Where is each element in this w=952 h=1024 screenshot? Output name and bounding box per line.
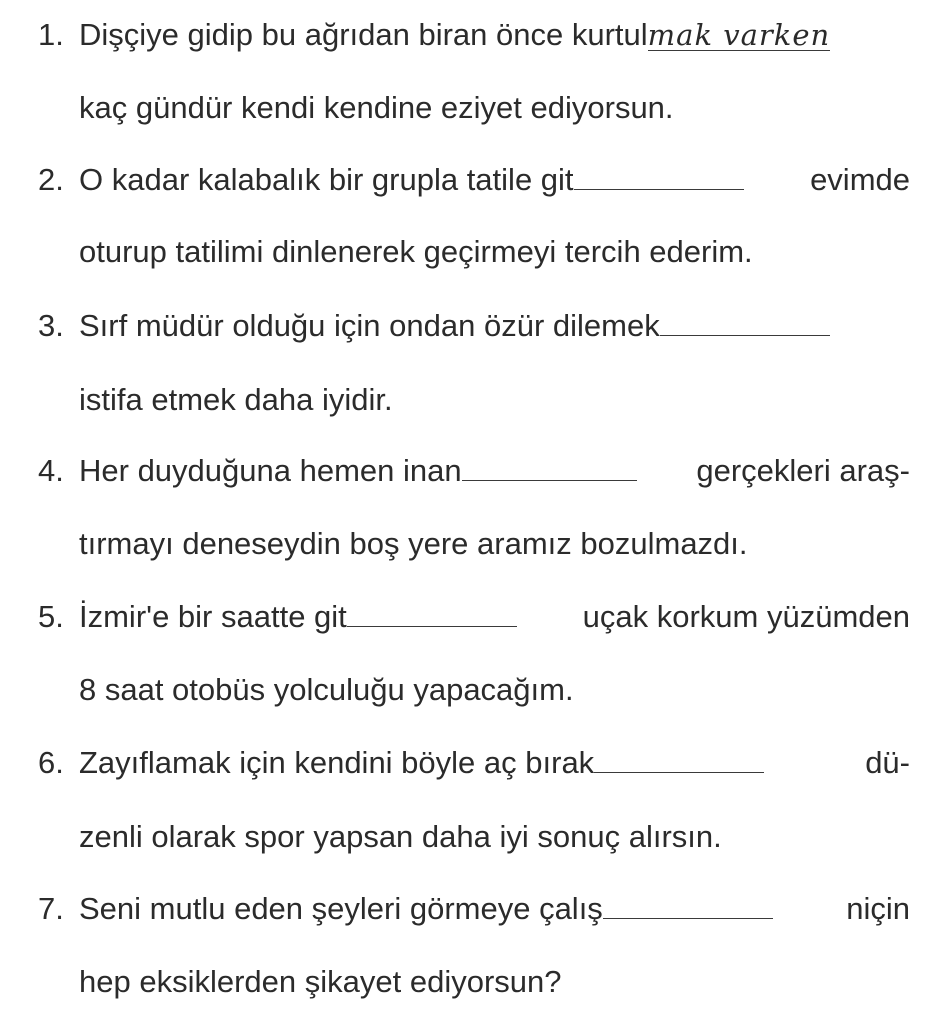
exercise-item-1-continuation: [79, 86, 909, 130]
exercise-item-4: [38, 449, 910, 493]
exercise-item-2: [38, 158, 910, 202]
item-text-before: Seni mutlu eden şeyleri görmeye çalış: [79, 891, 603, 926]
item-number: 3.: [38, 308, 64, 343]
item-text-before: Zayıflamak için kendini böyle aç bırak: [79, 745, 595, 780]
exercise-item-4-continuation: [79, 522, 909, 566]
answer-blank[interactable]: [347, 600, 517, 627]
item-text-after: evimde: [810, 162, 910, 197]
item-text-after: gerçekleri araş-: [696, 453, 910, 488]
exercise-item-6-continuation: [79, 815, 909, 859]
item-text-after: uçak korkum yüzümden: [582, 599, 910, 634]
item-number: 1.: [38, 17, 64, 52]
exercise-item-3: [38, 304, 910, 348]
item-text-continuation: zenli olarak spor yapsan daha iyi sonuç alırsın.: [79, 819, 722, 854]
item-text-after: niçin: [846, 891, 910, 926]
exercise-item-6: [38, 741, 910, 785]
exercise-item-2-continuation: [79, 230, 909, 274]
handwritten-answer[interactable]: mak varken: [647, 18, 831, 52]
exercise-item-7-continuation: [79, 960, 909, 1004]
item-text-before: Sırf müdür olduğu için ondan özür dilemek: [79, 308, 660, 343]
item-number: 7.: [38, 891, 64, 926]
item-text-continuation: kaç gündür kendi kendine eziyet ediyorsun.: [79, 90, 674, 125]
item-number: 4.: [38, 453, 64, 488]
exercise-item-7: [38, 887, 910, 931]
item-number: 5.: [38, 599, 64, 634]
item-text-continuation: hep eksiklerden şikayet ediyorsun?: [79, 964, 562, 999]
item-text-continuation: tırmayı deneseydin boş yere aramız bozulmazdı.: [79, 526, 748, 561]
answer-blank[interactable]: [660, 309, 830, 336]
answer-blank[interactable]: [603, 892, 773, 919]
item-text-continuation: oturup tatilimi dinlenerek geçirmeyi tercih ederim.: [79, 234, 753, 269]
item-number: 2.: [38, 162, 64, 197]
item-text-before: Dişçiye gidip bu ağrıdan biran önce kurtul: [79, 17, 648, 52]
item-number: 6.: [38, 745, 64, 780]
item-text-continuation: 8 saat otobüs yolculuğu yapacağım.: [79, 672, 574, 707]
item-text-continuation: istifa etmek daha iyidir.: [79, 382, 393, 417]
exercise-item-1: [38, 13, 910, 57]
item-text-before: O kadar kalabalık bir grupla tatile git: [79, 162, 574, 197]
exercise-item-5: [38, 595, 910, 639]
exercise-item-3-continuation: [79, 378, 909, 422]
item-text-before: İzmir'e bir saatte git: [79, 599, 347, 634]
answer-blank[interactable]: [462, 454, 637, 481]
answer-blank[interactable]: [594, 746, 764, 773]
item-text-after: dü-: [865, 745, 910, 780]
answer-blank[interactable]: [574, 163, 744, 190]
exercise-item-5-continuation: [79, 668, 909, 712]
item-text-before: Her duyduğuna hemen inan: [79, 453, 462, 488]
